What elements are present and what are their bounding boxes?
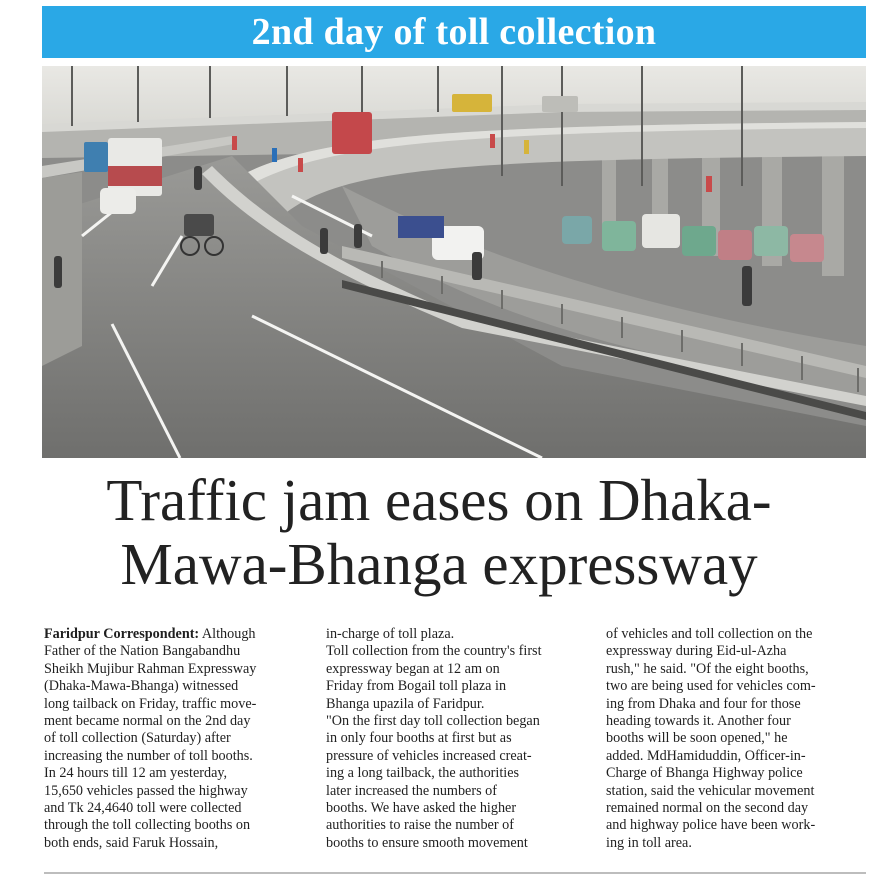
text-line: long tailback on Friday, traffic move- <box>44 695 257 712</box>
article-column-2 <box>326 626 592 852</box>
text-line: later increased the numbers of <box>326 782 497 799</box>
bottom-divider <box>44 872 866 874</box>
article-headline <box>20 468 858 596</box>
text-line: ing from Dhaka and four for those <box>606 695 801 712</box>
text-line: (Dhaka-Mawa-Bhanga) witnessed <box>44 678 239 695</box>
text-line: remained normal on the second day <box>606 800 809 817</box>
text-line: of toll collection (Saturday) after <box>44 730 231 747</box>
text-line: In 24 hours till 12 am yesterday, <box>44 765 228 782</box>
road-sign <box>398 216 444 238</box>
text-line: Although <box>201 626 256 642</box>
text-line: and Tk 24,4640 toll were collected <box>44 800 242 817</box>
text-line: Sheikh Mujibur Rahman Expressway <box>44 660 257 677</box>
headline-line-2: Mawa-Bhanga expressway <box>120 531 758 597</box>
text-line: "On the first day toll collection began <box>326 713 540 730</box>
text-line: station, said the vehicular movement <box>606 782 815 799</box>
text-line: booths. We have asked the higher <box>326 800 517 817</box>
text-line: Friday from Bogail toll plaza in <box>326 678 507 695</box>
text-line: and highway police have been work- <box>606 817 816 834</box>
text-line: expressway began at 12 am on <box>326 660 500 677</box>
bus-shape <box>332 112 372 154</box>
text-line: heading towards it. Another four <box>606 713 791 730</box>
text-line: Father of the Nation Bangabandhu <box>44 643 241 660</box>
expressway-photo-illustration <box>42 66 866 458</box>
headline-banner <box>42 6 866 58</box>
text-line <box>44 626 306 643</box>
text-line: Bhanga upazila of Faridpur. <box>326 695 485 712</box>
text-line: two are being used for vehicles com- <box>606 678 816 695</box>
text-line: of vehicles and toll collection on the <box>606 626 813 642</box>
article-column-3 <box>606 626 868 852</box>
text-line: added. MdHamiduddin, Officer-in- <box>606 747 806 764</box>
text-line: through the toll collecting booths on <box>44 817 251 834</box>
text-line: expressway during Eid-ul-Azha <box>606 643 787 660</box>
text-line: 15,650 vehicles passed the highway <box>44 782 248 799</box>
banner-title: 2nd day of toll collection <box>251 11 657 53</box>
car-shape <box>100 188 136 214</box>
text-line: both ends, said Faruk Hossain, <box>44 834 219 851</box>
text-line: rush," he said. "Of the eight booths, <box>606 660 809 677</box>
text-line: increasing the number of toll booths. <box>44 747 253 764</box>
text-line: booths will be soon opened," he <box>606 730 788 747</box>
text-line: booths to ensure smooth movement <box>326 834 528 851</box>
text-line: in-charge of toll plaza. <box>326 626 455 642</box>
article-column-1 <box>44 626 306 852</box>
text-line: in only four booths at first but as <box>326 730 512 747</box>
text-line: Toll collection from the country's first <box>326 643 542 660</box>
text-line: pressure of vehicles increased creat- <box>326 747 532 764</box>
text-line: ing a long tailback, the authorities <box>326 765 520 782</box>
news-photo <box>42 66 866 458</box>
text-line: ment became normal on the 2nd day <box>44 713 251 730</box>
text-line: Charge of Bhanga Highway police <box>606 765 803 782</box>
byline: Faridpur Correspondent: <box>44 626 200 642</box>
text-line: authorities to raise the number of <box>326 817 514 834</box>
headline-line-1: Traffic jam eases on Dhaka- <box>106 467 772 533</box>
text-line: ing in toll area. <box>606 834 692 851</box>
